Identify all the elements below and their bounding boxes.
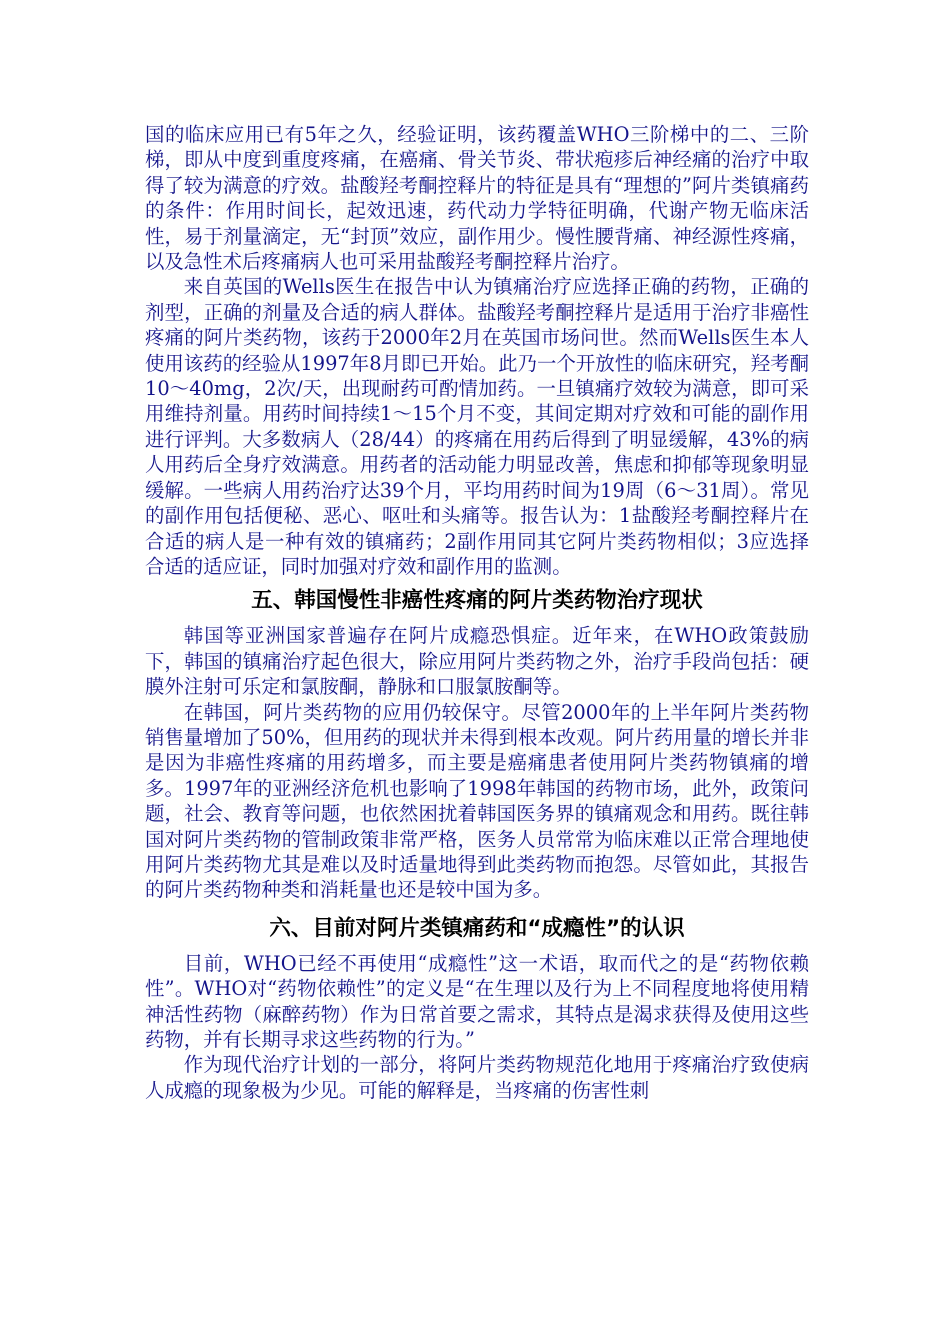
paragraph-continuation: 国的临床应用已有5年之久，经验证明，该药覆盖WHO三阶梯中的二、三阶梯，即从中度到重度疼痛，在癌痛、骨关节炎、带状疱疹后神经痛的治疗中取得了较为满意的疗效。盐酸羟考酮控释片的特征是具有“理想的”阿片类镇痛药的条件：作用时间长，起效迅速，药代动力学特征明确，代谢产物无临床活性，易于剂量滴定，无“封顶”效应，副作用少。慢性腰背痛、神经源性疼痛，以及急性术后疼痛病人也可采用盐酸羟考酮控释片治疗。 xyxy=(145,123,809,274)
paragraph-korea-status: 在韩国，阿片类药物的应用仍较保守。尽管2000年的上半年阿片类药物销售量增加了50%，但用药的现状并未得到根本改观。阿片药用量的增长并非是因为非癌性疼痛的用药增多，而主要是癌痛患者使用阿片类药物镇痛的增多。1997年的亚洲经济危机也影响了1998年韩国的药物市场，此外，政策问题，社会、教育等问题，也依然困扰着韩国医务界的镇痛观念和用药。既往韩国对阿片类药物的管制政策非常严格，医务人员常常为临床难以正常合理地使用阿片类药物尤其是难以及时适量地得到此类药物而抱怨。尽管如此，其报告的阿片类药物种类和消耗量也还是较中国为多。 xyxy=(145,700,809,902)
paragraph-korea-intro: 韩国等亚洲国家普遍存在阿片成瘾恐惧症。近年来，在WHO政策鼓励下，韩国的镇痛治疗起色很大，除应用阿片类药物之外，治疗手段尚包括：硬膜外注射可乐定和氯胺酮，静脉和口服氯胺酮等。 xyxy=(145,624,809,699)
paragraph-wells-report: 来自英国的Wells医生在报告中认为镇痛治疗应选择正确的药物，正确的剂型，正确的剂量及合适的病人群体。盐酸羟考酮控释片是适用于治疗非癌性疼痛的阿片类药物，该药于2000年2月在英国市场问世。然而Wells医生本人使用该药的经验从1997年8月即已开始。此乃一个开放性的临床研究，羟考酮10～40mg，2次/天，出现耐药可酌情加药。一旦镇痛疗效较为满意，即可采用维持剂量。用药时间持续1～15个月不变，其间定期对疗效和可能的副作用进行评判。大多数病人（28/44）的疼痛在用药后得到了明显缓解，43%的病人用药后全身疗效满意。用药者的活动能力明显改善，焦虑和抑郁等现象明显缓解。一些病人用药治疗达39个月，平均用药时间为19周（6～31周）。常见的副作用包括便秘、恶心、呕吐和头痛等。报告认为：1盐酸羟考酮控释片在合适的病人是一种有效的镇痛药；2副作用同其它阿片类药物相似；3应选择合适的适应证，同时加强对疗效和副作用的监测。 xyxy=(145,275,809,578)
section-heading-5: 五、韩国慢性非癌性疼痛的阿片类药物治疗现状 xyxy=(251,588,703,614)
paragraph-who-definition: 目前，WHO已经不再使用“成瘾性”这一术语，取而代之的是“药物依赖性”。WHO对“药物依赖性”的定义是“在生理以及行为上不同程度地将使用精神活性药物（麻醉药物）作为日常首要之需求，其特点是渴求获得及使用这些药物，并有长期寻求这些药物的行为。” xyxy=(145,951,809,1051)
document-body xyxy=(145,122,809,1103)
paragraph-addiction-rare: 作为现代治疗计划的一部分，将阿片类药物规范化地用于疼痛治疗致使病人成瘾的现象极为少见。可能的解释是，当疼痛的伤害性刺 xyxy=(145,1053,809,1102)
section-heading-6: 六、目前对阿片类镇痛药和“成瘾性”的认识 xyxy=(269,915,685,941)
